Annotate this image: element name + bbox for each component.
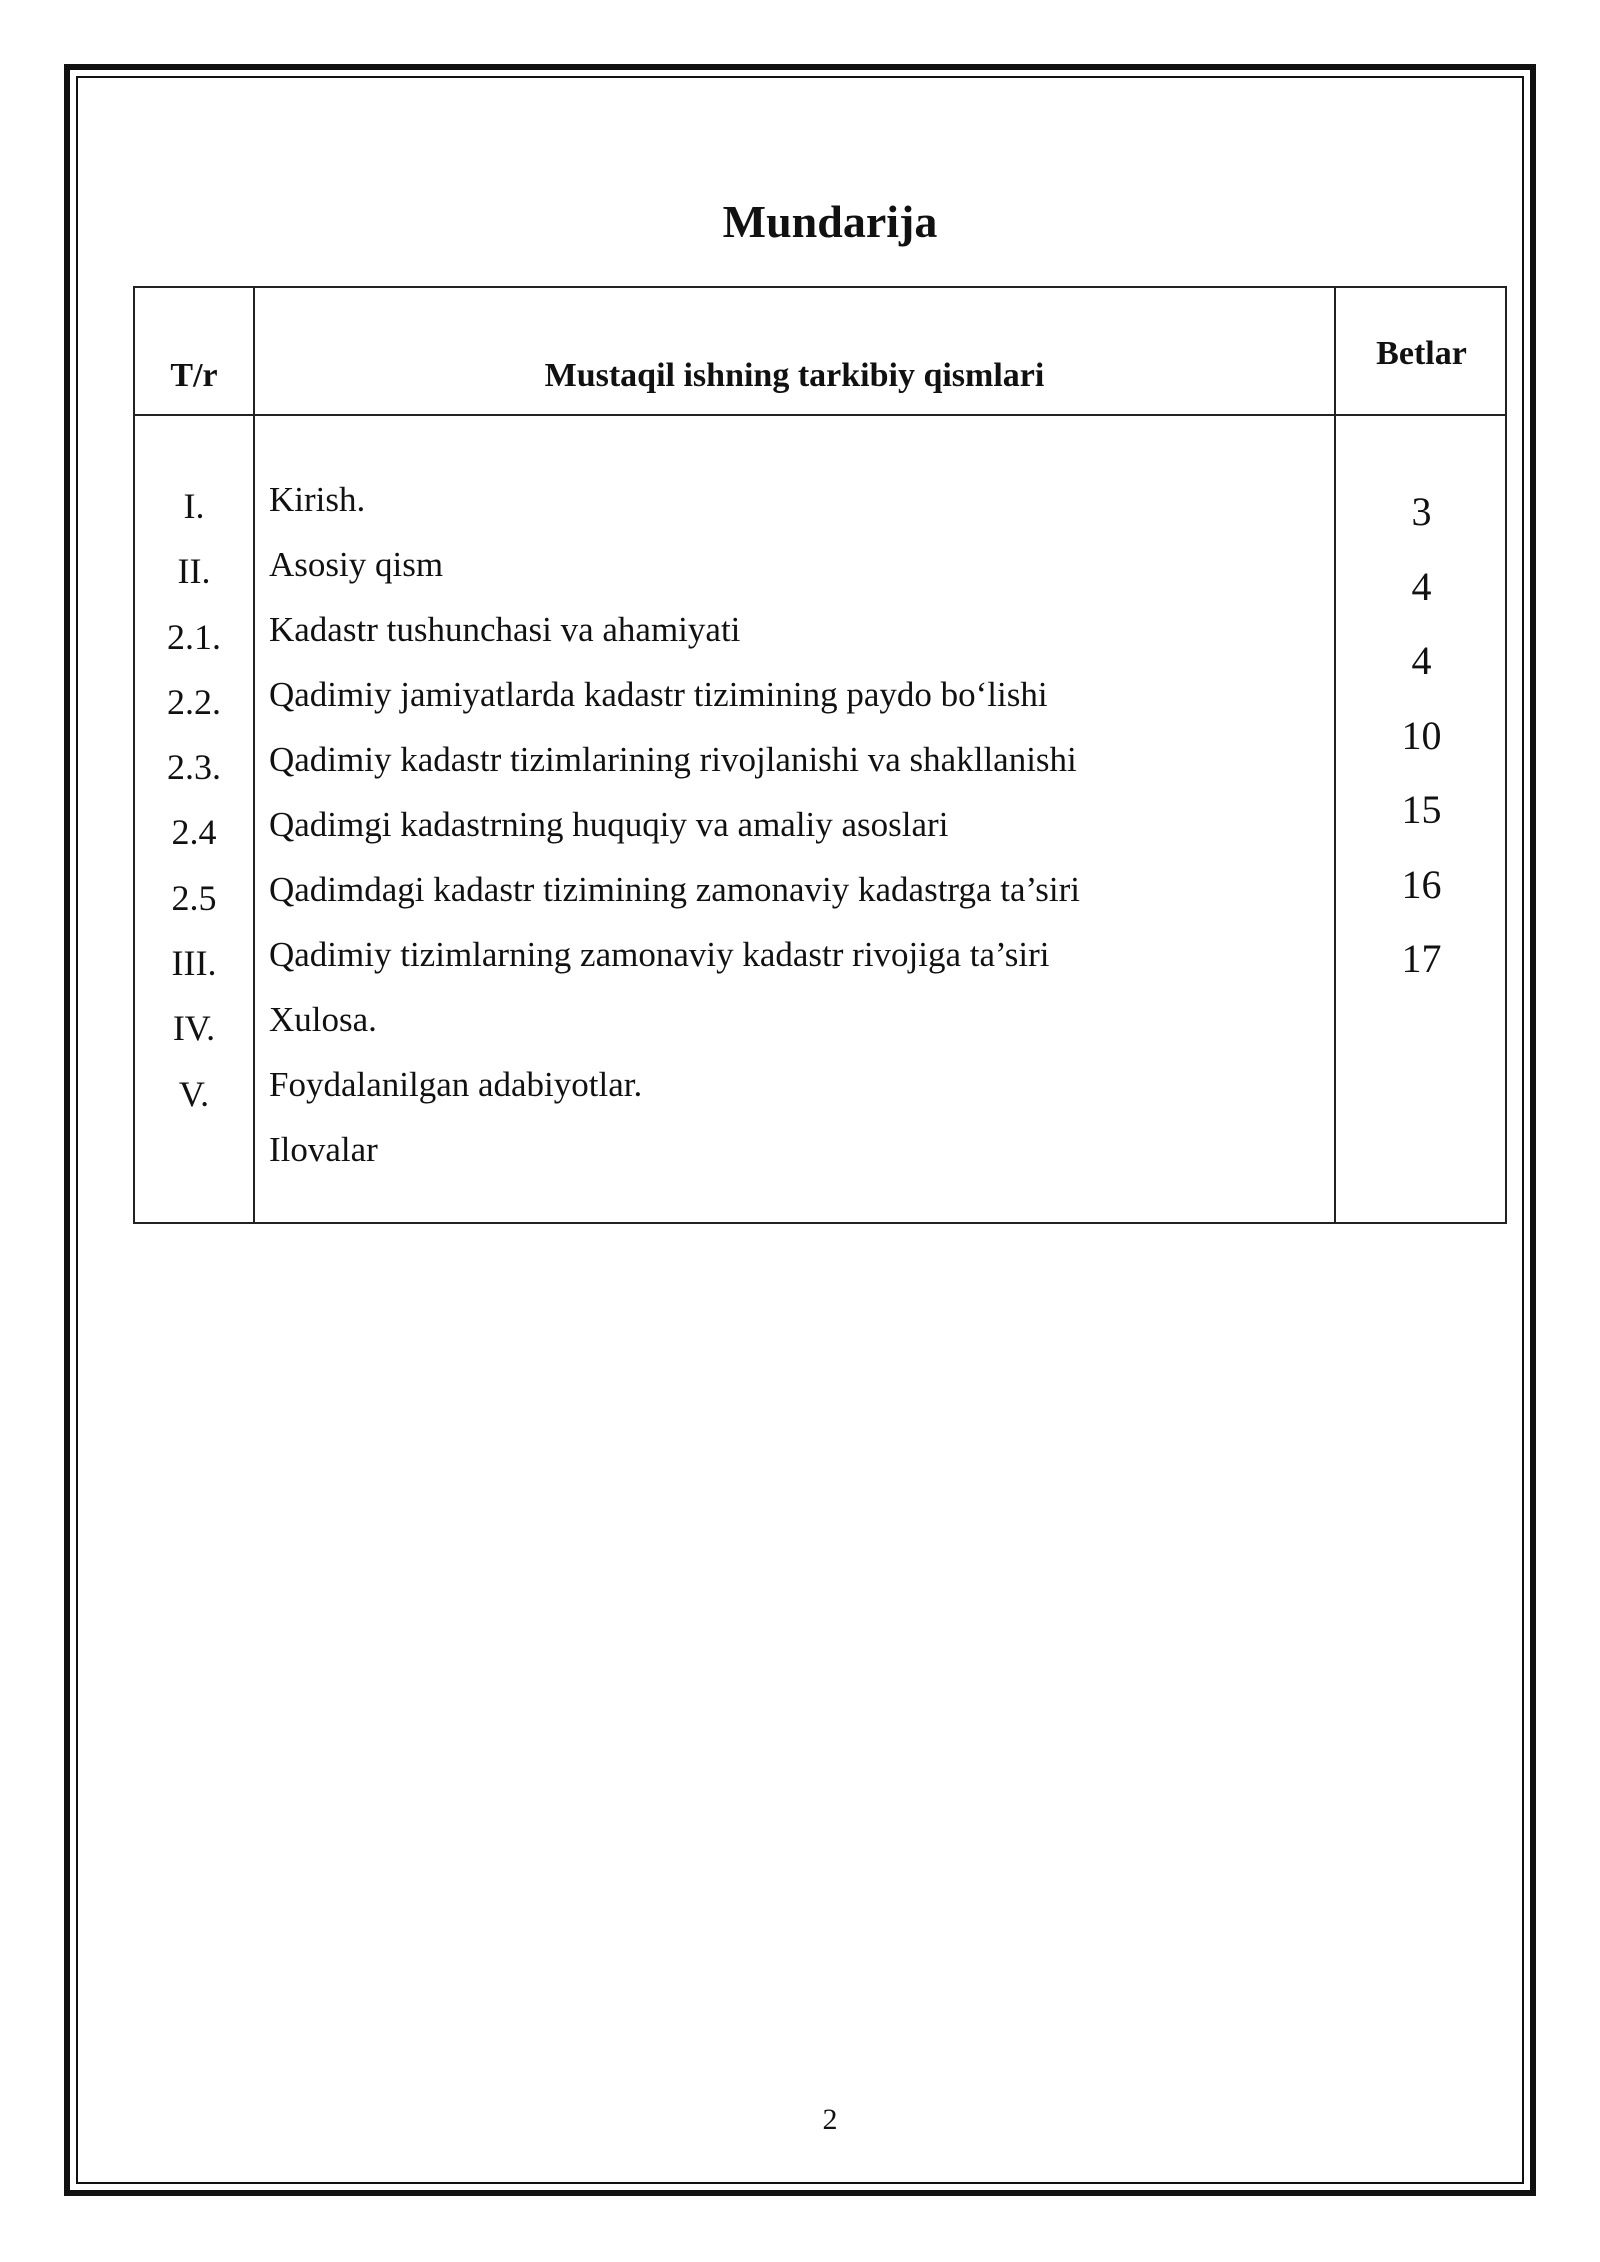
section-number: IV. <box>172 1008 216 1049</box>
table-of-contents <box>133 286 1507 1224</box>
section-title: Qadimgi kadastrning huquqiy va amaliy asoslari <box>269 805 949 844</box>
page-ref: 17 <box>1401 936 1442 981</box>
section-title: Ilovalar <box>269 1130 378 1169</box>
parts-column <box>269 478 1329 1193</box>
section-number: V. <box>178 1073 210 1114</box>
page-ref: 15 <box>1401 787 1442 832</box>
section-number: 2.1. <box>167 616 221 657</box>
pages-column <box>1336 490 1507 1012</box>
header-pages: Betlar <box>1376 335 1467 372</box>
header-divider <box>135 414 1505 416</box>
page-ref: 4 <box>1411 638 1432 683</box>
page-ref: 3 <box>1411 489 1432 534</box>
page-number: 2 <box>822 2103 838 2136</box>
document-title: Mundarija <box>722 196 938 247</box>
section-title: Qadimdagi kadastr tizimining zamonaviy kadastrga ta’siri <box>269 870 1080 909</box>
section-title: Kirish. <box>269 480 366 519</box>
section-title: Kadastr tushunchasi va ahamiyati <box>269 610 741 649</box>
section-title: Foydalanilgan adabiyotlar. <box>269 1065 643 1104</box>
section-number: 2.4 <box>171 812 217 853</box>
section-title: Qadimiy jamiyatlarda kadastr tizimining paydo bo‘lishi <box>269 675 1048 714</box>
section-number: III. <box>171 943 217 984</box>
section-title: Xulosa. <box>269 1000 377 1039</box>
section-number: I. <box>183 486 205 526</box>
page-ref: 4 <box>1411 563 1432 609</box>
section-number: 2.2. <box>167 681 221 722</box>
section-number: 2.5 <box>171 877 217 918</box>
header-number: T/r <box>170 357 218 394</box>
section-title: Qadimiy kadastr tizimlarining rivojlanishi va shakllanishi <box>269 740 1077 779</box>
header-parts: Mustaqil ishning tarkibiy qismlari <box>544 357 1045 394</box>
page-ref: 10 <box>1401 712 1442 758</box>
number-column <box>135 484 253 1137</box>
section-title: Asosiy qism <box>269 545 444 584</box>
section-number: II. <box>177 551 211 592</box>
column-divider <box>253 288 255 1222</box>
section-number: 2.3. <box>167 747 221 788</box>
section-title: Qadimiy tizimlarning zamonaviy kadastr rivojiga ta’siri <box>269 935 1050 974</box>
page-ref: 16 <box>1401 861 1442 907</box>
